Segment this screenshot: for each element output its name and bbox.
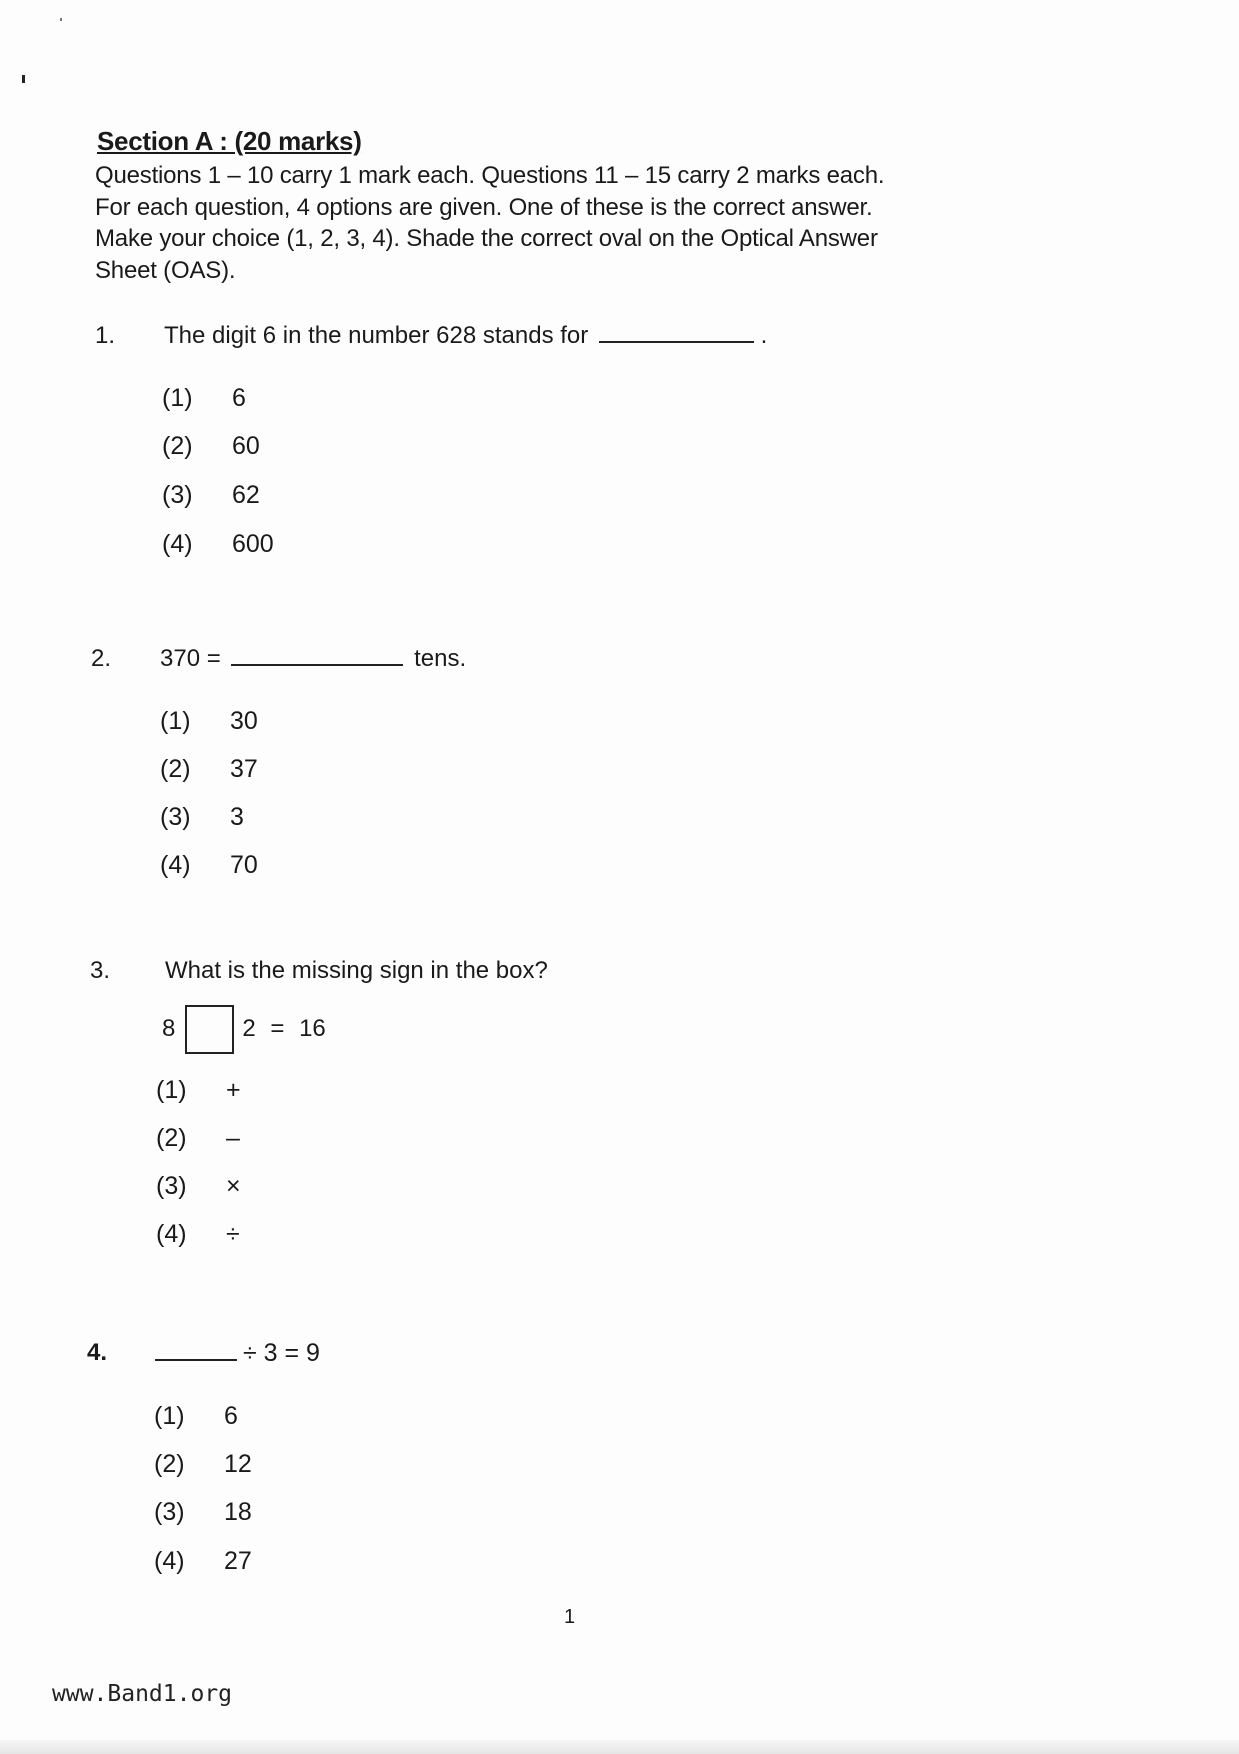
option-label: (3) — [156, 1172, 187, 1200]
instruction-line: Sheet (OAS). — [95, 256, 236, 284]
answer-blank — [231, 664, 403, 666]
option[interactable] — [156, 1172, 241, 1201]
option-label: (4) — [154, 1547, 185, 1575]
equation — [162, 1005, 326, 1054]
question-stem: ÷ 3 = 9 — [243, 1339, 320, 1367]
option-value: 12 — [224, 1450, 252, 1478]
question-stem: The digit 6 in the number 628 stands for — [164, 322, 589, 349]
missing-sign-box — [185, 1005, 234, 1054]
question-text — [160, 645, 466, 673]
option[interactable] — [156, 1076, 241, 1105]
option-value: 30 — [230, 707, 258, 735]
option[interactable] — [154, 1402, 238, 1431]
answer-blank — [599, 341, 754, 343]
scan-edge-shadow — [0, 1740, 1239, 1754]
option[interactable] — [160, 803, 244, 832]
option[interactable] — [154, 1547, 252, 1576]
question-text — [155, 1339, 320, 1368]
option-label: (1) — [162, 384, 193, 412]
instruction-line: For each question, 4 options are given. One of these is the correct answer. — [95, 193, 873, 221]
option-value: 70 — [230, 851, 258, 879]
option-value: 3 — [230, 803, 244, 831]
question-suffix: . — [760, 322, 768, 349]
question-number: 3. — [90, 957, 111, 984]
option-label: (1) — [160, 707, 191, 735]
option[interactable] — [156, 1124, 240, 1153]
option-label: (4) — [162, 530, 193, 558]
option-value: 62 — [232, 481, 260, 509]
option-label: (2) — [162, 432, 193, 460]
option-value: 6 — [232, 384, 246, 412]
page-number: 1 — [564, 1606, 576, 1628]
option-label: (2) — [160, 755, 191, 783]
option-value: 37 — [230, 755, 258, 783]
option-value: 27 — [224, 1547, 252, 1575]
equals-sign: = — [270, 1014, 285, 1042]
option-value: ÷ — [226, 1220, 240, 1248]
option-label: (3) — [162, 481, 193, 509]
option[interactable] — [162, 530, 274, 559]
watermark-url: www.Band1.org — [52, 1681, 233, 1707]
question-text: What is the missing sign in the box? — [165, 957, 548, 984]
option[interactable] — [160, 755, 258, 784]
option[interactable] — [156, 1220, 240, 1249]
option-label: (1) — [154, 1402, 185, 1430]
option-value: + — [226, 1076, 241, 1104]
option[interactable] — [162, 432, 260, 461]
scan-artifact — [22, 75, 25, 83]
option-label: (2) — [156, 1124, 187, 1152]
option[interactable] — [154, 1498, 252, 1527]
question-number: 1. — [95, 322, 116, 349]
option-value: 600 — [232, 530, 274, 558]
section-title: Section A : (20 marks) — [97, 126, 362, 156]
option[interactable] — [162, 481, 260, 510]
option-label: (3) — [160, 803, 191, 831]
answer-blank — [155, 1359, 237, 1361]
question-number: 2. — [91, 645, 112, 672]
option-value: 18 — [224, 1498, 252, 1526]
option-label: (3) — [154, 1498, 185, 1526]
equation-left: 8 — [162, 1014, 176, 1042]
scan-artifact — [60, 18, 62, 21]
instruction-line: Make your choice (1, 2, 3, 4). Shade the correct oval on the Optical Answer — [95, 225, 878, 252]
option-label: (4) — [156, 1220, 187, 1248]
option-value: – — [226, 1124, 240, 1152]
option-label: (1) — [156, 1076, 187, 1104]
option-value: × — [226, 1172, 241, 1200]
question-number: 4. — [87, 1339, 108, 1366]
question-stem: 370 = — [160, 645, 221, 672]
option-value: 60 — [232, 432, 260, 460]
question-text — [164, 322, 767, 350]
option-label: (4) — [160, 851, 191, 879]
question-suffix: tens. — [414, 645, 467, 672]
equation-result: 16 — [299, 1014, 326, 1042]
equation-right: 2 — [242, 1014, 256, 1042]
option[interactable] — [154, 1450, 252, 1479]
instruction-line: Questions 1 – 10 carry 1 mark each. Questions 11 – 15 carry 2 marks each. — [95, 162, 885, 189]
option-label: (2) — [154, 1450, 185, 1478]
section-instructions — [95, 160, 1075, 286]
option-value: 6 — [224, 1402, 238, 1430]
option[interactable] — [162, 384, 246, 413]
option[interactable] — [160, 707, 258, 736]
option[interactable] — [160, 851, 258, 880]
